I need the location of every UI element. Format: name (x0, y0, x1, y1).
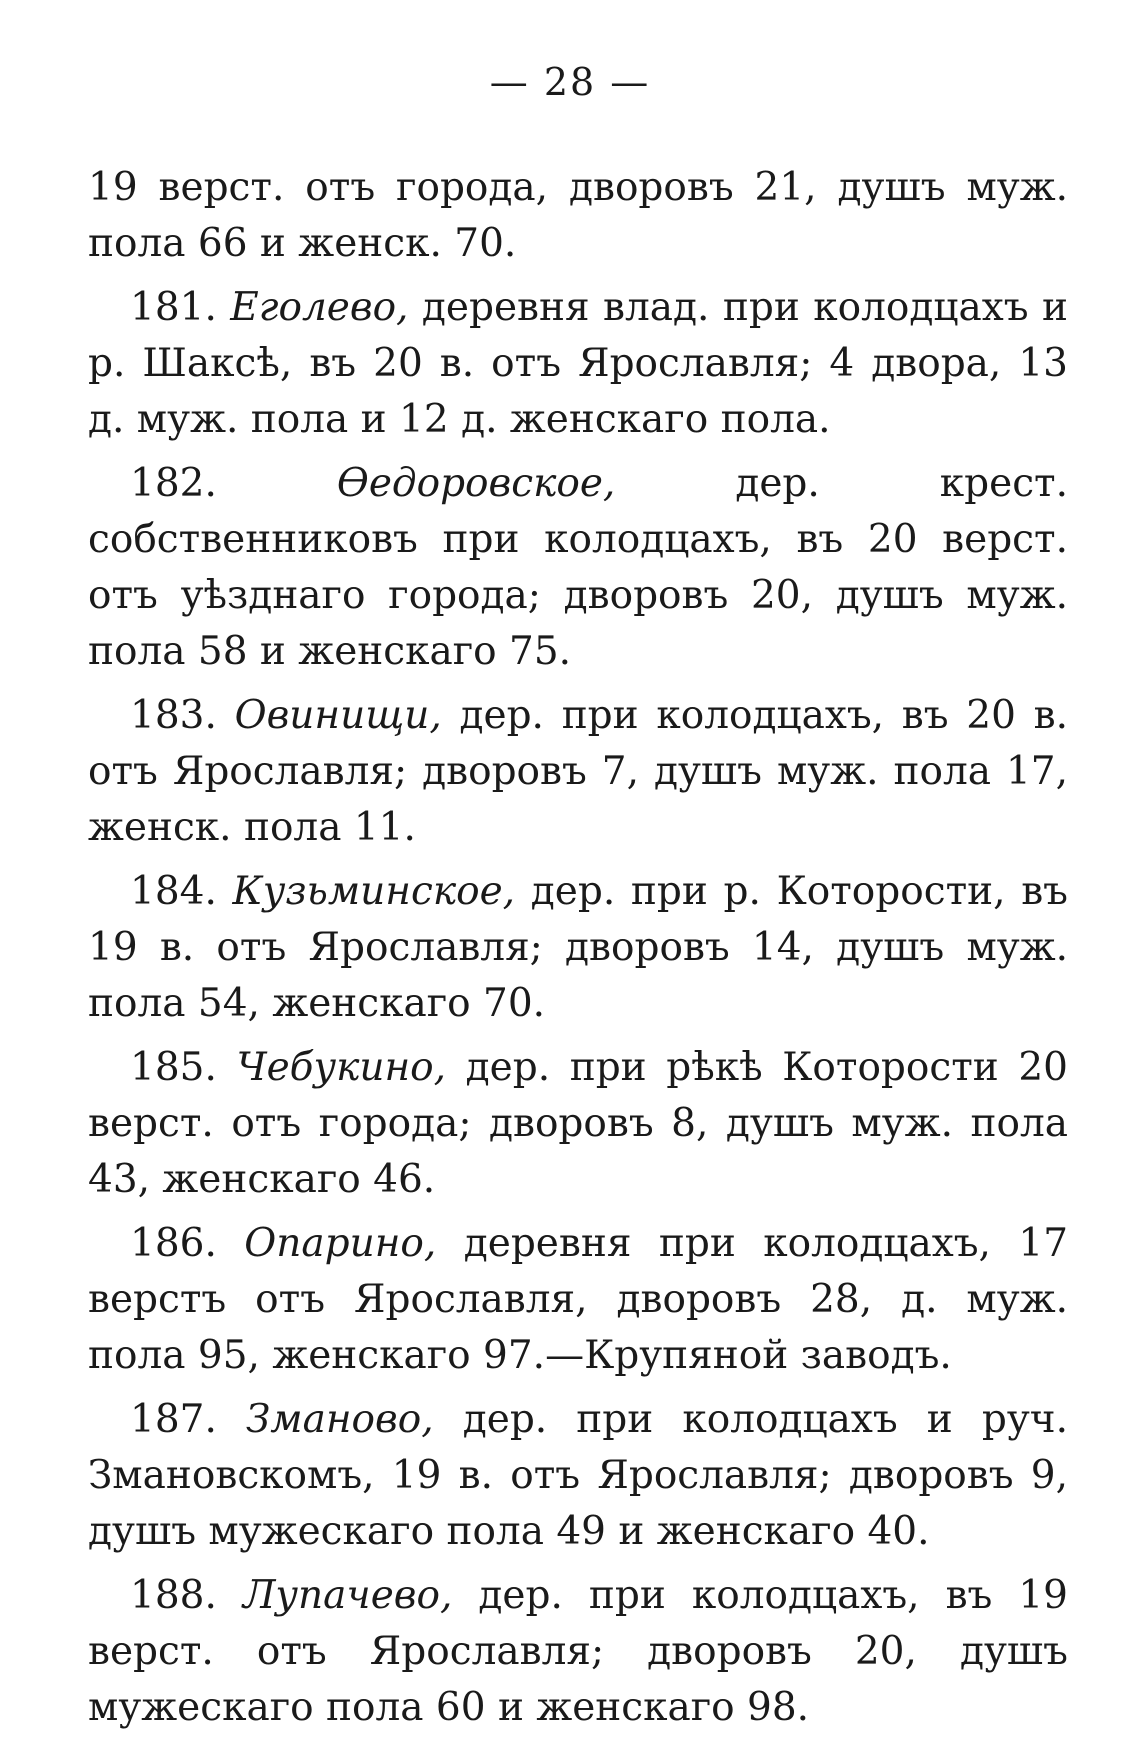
entry-181 (88, 280, 1068, 448)
entry-183 (88, 688, 1068, 856)
page-body (88, 160, 1068, 1744)
entry-number: 184. (130, 869, 217, 914)
entry-text: дер. при рѣкѣ Которости 20 верст. отъ города; дворовъ 8, душъ муж. пола 43, женскаго 46. (88, 1045, 1068, 1202)
entry-number: 188. (130, 1573, 217, 1618)
continuation-paragraph: 19 верст. отъ города, дворовъ 21, душъ муж. пола 66 и женск. 70. (88, 165, 1068, 266)
entry-188 (88, 1568, 1068, 1736)
place-name: Өедоровское, (336, 461, 616, 506)
place-name: Чебукино, (236, 1045, 447, 1090)
entry-number: 183. (130, 693, 217, 738)
place-name: Опарино, (244, 1221, 437, 1266)
entry-text: дер. при колодцахъ, въ 20 в. отъ Ярославля; дворовъ 7, душъ муж. пола 17, женск. пола 11. (88, 693, 1068, 850)
entry-text: дер. при р. Которости, въ 19 в. отъ Ярославля; дворовъ 14, душъ муж. пола 54, женскаго 70. (88, 869, 1068, 1026)
entry-number: 181. (130, 285, 217, 330)
page-number: — 28 — (489, 60, 651, 104)
entry-186 (88, 1216, 1068, 1384)
place-name: Змановo, (245, 1397, 434, 1442)
place-name: Лупачево, (242, 1573, 453, 1618)
entry-text: дер. крест. собственниковъ при колодцахъ, въ 20 верст. отъ уѣзднаго города; дворовъ 20, душъ муж. пола 58 и женскаго 75. (88, 461, 1069, 674)
place-name: Кузьминское, (232, 869, 516, 914)
entry-185 (88, 1040, 1068, 1208)
entry-number: 182. (130, 461, 217, 506)
entry-number: 186. (130, 1221, 217, 1266)
entry-text: дер. при колодцахъ, въ 19 верст. отъ Ярославля; дворовъ 20, душъ мужескаго пола 60 и женскаго 98. (88, 1573, 1068, 1730)
entry-182 (88, 456, 1068, 680)
entry-184 (88, 864, 1068, 1032)
entry-number: 187. (130, 1397, 217, 1442)
entry-187 (88, 1392, 1068, 1560)
place-name: Овинищи, (234, 693, 442, 738)
entry-text: деревня при колодцахъ, 17 верстъ отъ Ярославля, дворовъ 28, д. муж. пола 95, женскаго 97.—Крупяной заводъ. (88, 1221, 1069, 1378)
entry-number: 185. (130, 1045, 217, 1090)
entry-text: дер. при колодцахъ и руч. Змановскомъ, 19 в. отъ Ярославля; дворовъ 9, душъ мужескаго пола 49 и женскаго 40. (88, 1397, 1068, 1554)
entry-text: деревня влад. при колодцахъ и р. Шаксѣ, въ 20 в. отъ Ярославля; 4 двора, 13 д. муж. пола и 12 д. женскаго пола. (88, 285, 1068, 442)
place-name: Еголево, (230, 285, 409, 330)
